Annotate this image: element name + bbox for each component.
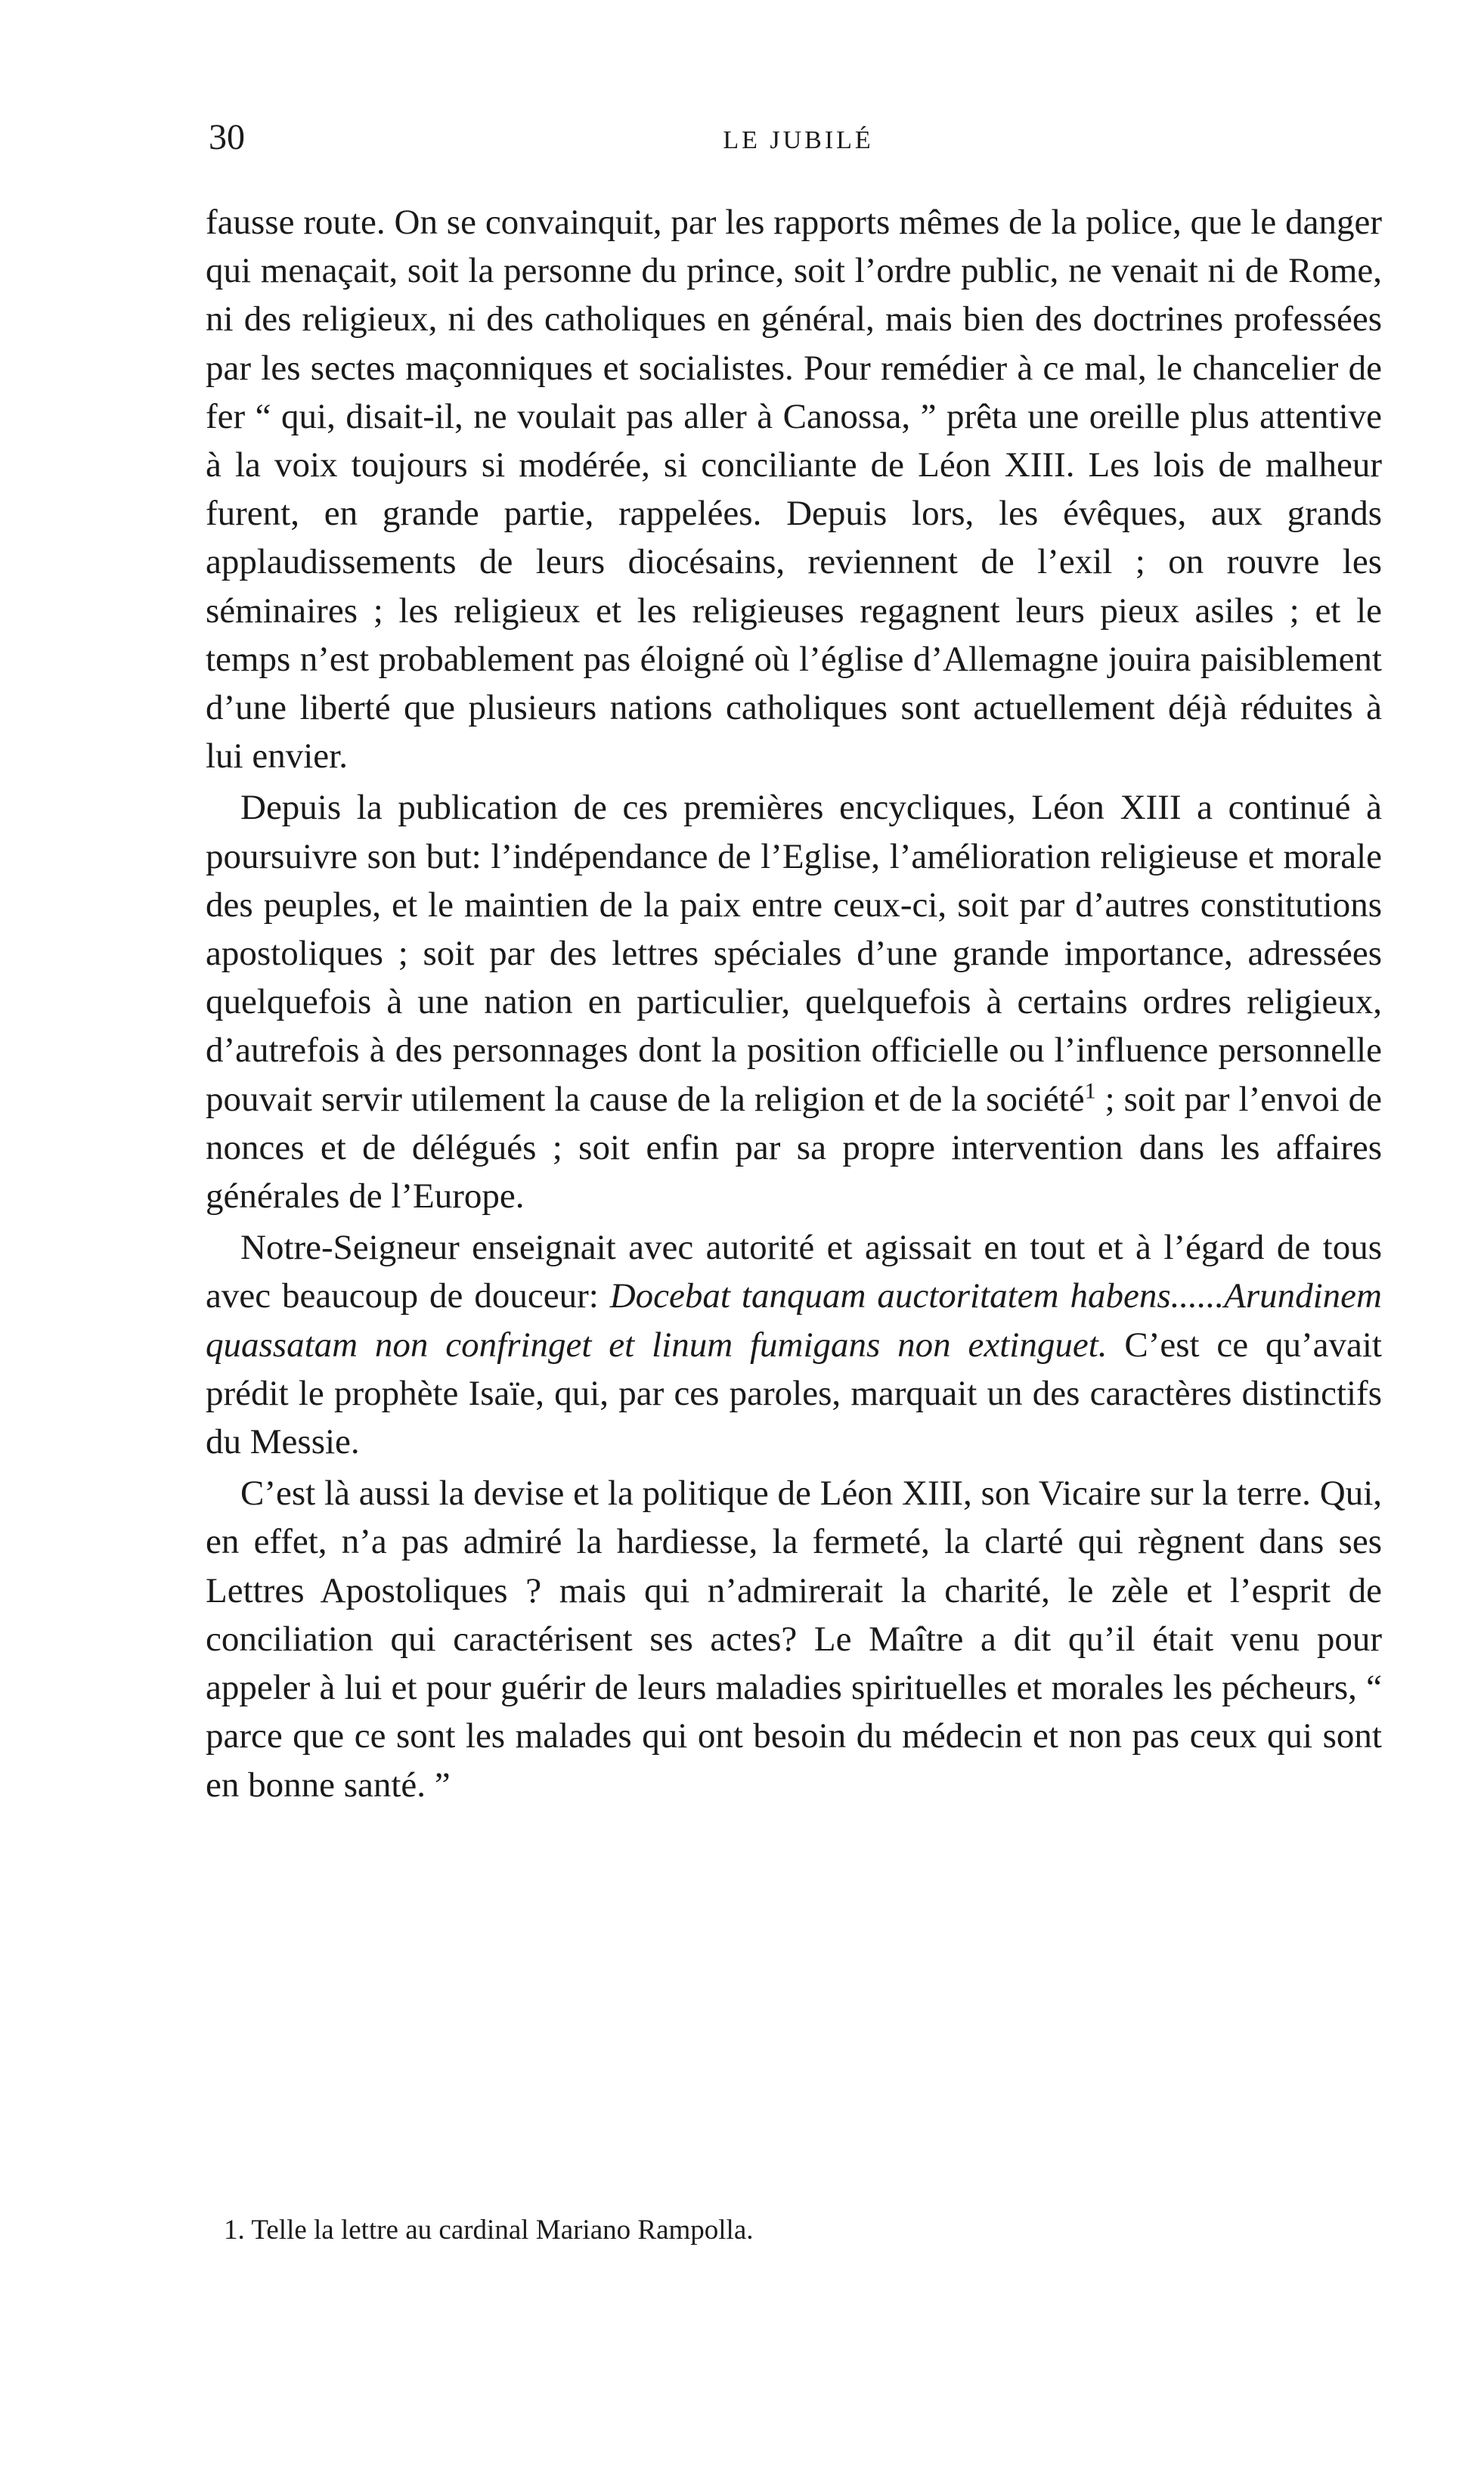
page-number: 30 [209, 117, 245, 157]
body-text [206, 198, 1382, 1812]
page-header [209, 115, 1388, 168]
footnote-number: 1. [224, 2215, 245, 2246]
footnote-reference: 1 [1084, 1078, 1096, 1103]
paragraph-3 [206, 1223, 1382, 1466]
running-title: LE JUBILÉ [723, 126, 874, 154]
paragraph-4: C’est là aussi la devise et la politique de Léon XIII, son Vicaire sur la terre. Qui, en effet, n’a pas admiré la hardiesse, la fermeté, la clarté qui règnent dans ses Lettres Apostoliques ? mais qui n’admirerait la charité, le zèle et l’esprit de conciliation qui caractérisent ses actes? Le Maître a dit qu’il était venu pour appeler à lui et pour guérir de leurs maladies spirituelles et morales les pécheurs, “ parce que ce sont les malades qui ont besoin du médecin et non pas ceux qui sont en bonne santé. ” [206, 1474, 1382, 1805]
latin-quotation: Docebat tanquam auctoritatem habens......Arundinem quassatam non confringet et linum fumigans non extinguet. [206, 1276, 1382, 1365]
paragraph-2 [206, 783, 1382, 1220]
paragraph-3-text-end: C’est ce qu’avait prédit le prophète Isaïe, qui, par ces paroles, marquait un des caractères distinctifs du Messie. [206, 1325, 1382, 1462]
footnote-text: Telle la lettre au cardinal Mariano Rampolla. [251, 2215, 754, 2246]
paragraph-3-text: Notre-Seigneur enseignait avec autorité et agissait en tout et à l’égard de tous avec beaucoup de douceur: [206, 1228, 1382, 1316]
paragraph-1: fausse route. On se convainquit, par les rapports mêmes de la police, que le danger qui menaçait, soit la personne du prince, soit l’ordre public, ne venait ni de Rome, ni des religieux, ni des catholiques en général, mais bien des doctrines professées par les sectes maçonniques et socialistes. Pour remédier à ce mal, le chancelier de fer “ qui, disait-il, ne voulait pas aller à Canossa, ” prêta une oreille plus attentive à la voix toujours si modérée, si conciliante de Léon XIII. Les lois de malheur furent, en grande partie, rappelées. Depuis lors, les évêques, aux grands applaudissements de leurs diocésains, reviennent de l’exil ; on rouvre les séminaires ; les religieux et les religieuses regagnent leurs pieux asiles ; et le temps n’est probablement pas éloigné où l’église d’Allemagne jouira paisiblement d’une liberté que plusieurs nations catholiques sont actuellement déjà réduites à lui envier. [206, 203, 1382, 776]
paragraph-2-text: Depuis la publication de ces premières encycliques, Léon XIII a continué à poursuivre son but: l’indépendance de l’Eglise, l’amélioration religieuse et morale des peuples, et le maintien de la paix entre ceux-ci, soit par d’autres constitutions apostoliques ; soit par des lettres spéciales d’une grande importance, adressées quelquefois à une nation en particulier, quelquefois à certains ordres religieux, d’autrefois à des personnages dont la position officielle ou l’influence personnelle pouvait servir utilement la cause de la religion et de la société [206, 788, 1382, 1119]
paragraph-2-text-end: ; soit par l’envoi de nonces et de délégués ; soit enfin par sa propre intervention dans les affaires générales de l’Europe. [206, 1079, 1383, 1217]
footnote [224, 2212, 1373, 2249]
